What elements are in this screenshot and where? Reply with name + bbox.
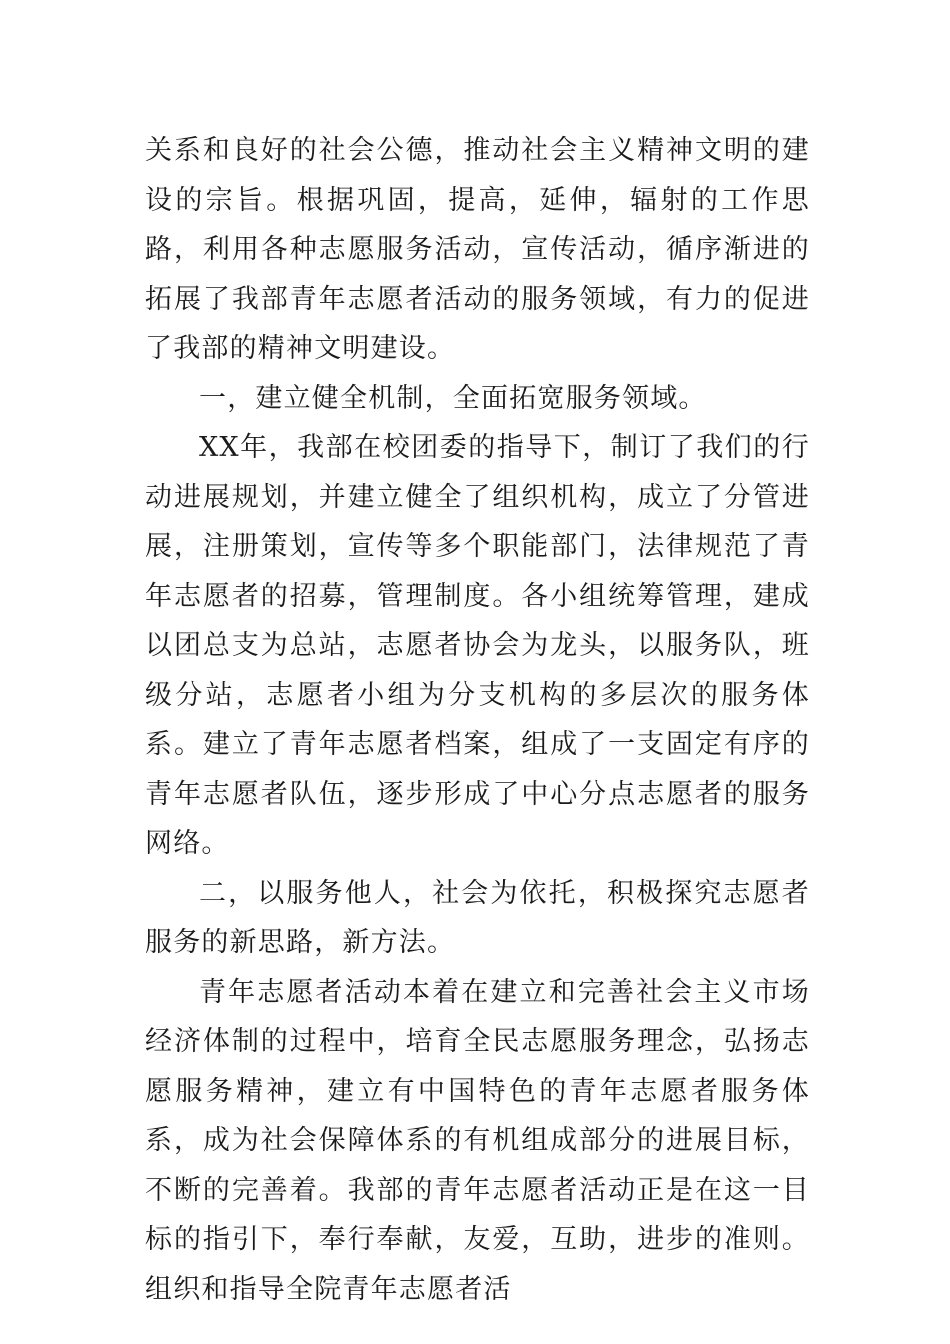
section-heading-1: 一，建立健全机制，全面拓宽服务领域。	[199, 382, 707, 414]
document-body	[145, 126, 810, 1314]
paragraph-1: 关系和良好的社会公德，推动社会主义精神文明的建设的宗旨。根据巩固，提高，延伸，辐射的工作思路，利用各种志愿服务活动，宣传活动，循序渐进的拓展了我部青年志愿者活动的服务领域，有力的促进了我部的精神文明建设。	[145, 135, 810, 364]
section-heading-2: 二，以服务他人，社会为依托，积极探究志愿者服务的新思路，新方法。	[145, 877, 810, 958]
paragraph-3: 青年志愿者活动本着在建立和完善社会主义市场经济体制的过程中，培育全民志愿服务理念，弘扬志愿服务精神，建立有中国特色的青年志愿者服务体系，成为社会保障体系的有机组成部分的进展目标，不断的完善着。我部的青年志愿者活动正是在这一目标的指引下，奉行奉献，友爱，互助，进步的准则。组织和指导全院青年志愿者活	[145, 976, 810, 1305]
paragraph-2: XX年，我部在校团委的指导下，制订了我们的行动进展规划，并建立健全了组织机构，成立了分管进展，注册策划，宣传等多个职能部门，法律规范了青年志愿者的招募，管理制度。各小组统筹管理，建成以团总支为总站，志愿者协会为龙头，以服务队，班级分站，志愿者小组为分支机构的多层次的服务体系。建立了青年志愿者档案，组成了一支固定有序的青年志愿者队伍，逐步形成了中心分点志愿者的服务网络。	[145, 432, 810, 859]
